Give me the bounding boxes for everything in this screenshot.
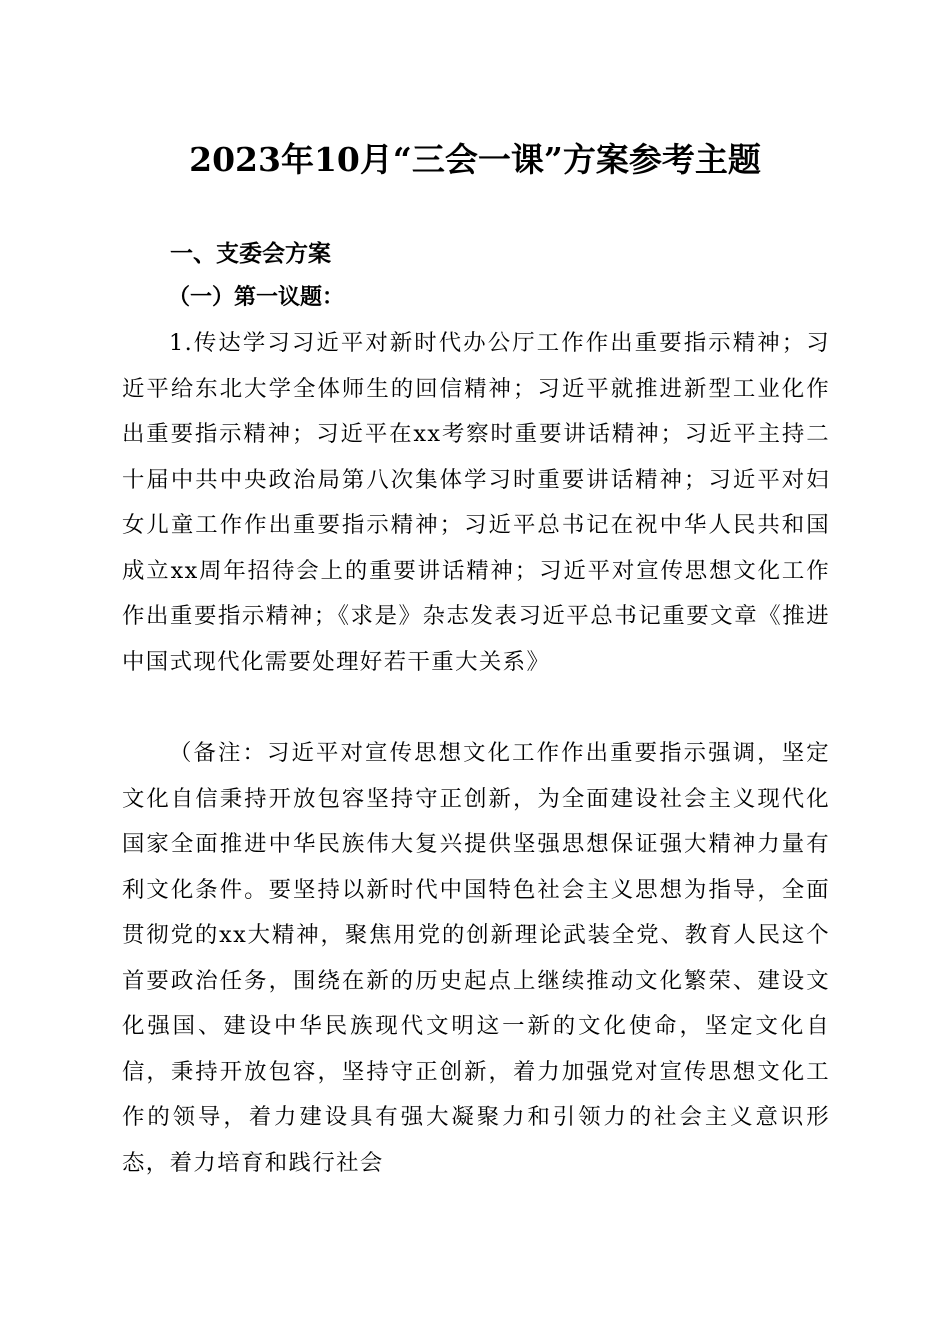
body-paragraph: 1.传达学习习近平对新时代办公厅工作作出重要指示精神；习近平给东北大学全体师生的回信精神；习近平就推进新型工业化作出重要指示精神；习近平在xx考察时重要讲话精神；习近平主持二十届中共中央政治局第八次集体学习时重要讲话精神；习近平对妇女儿童工作作出重要指示精神；习近平总书记在祝中华人民共和国成立xx周年招待会上的重要讲话精神；习近平对宣传思想文化工作作出重要指示精神；《求是》杂志发表习近平总书记重要文章《推进中国式现代化需要处理好若干重大关系》 bbox=[122, 330, 830, 675]
section-heading: 一、支委会方案 bbox=[170, 241, 331, 267]
document-title: 2023年10月“三会一课”方案参考主题 bbox=[189, 140, 761, 179]
sub-heading: （一）第一议题： bbox=[168, 285, 345, 310]
body-paragraph: （备注：习近平对宣传思想文化工作作出重要指示强调，坚定文化自信秉持开放包容坚持守正创新，为全面建设社会主义现代化国家全面推进中华民族伟大复兴提供坚强思想保证强大精神力量有利文化条件。要坚持以新时代中国特色社会主义思想为指导，全面贯彻党的xx大精神，聚焦用党的创新理论武装全党、教育人民这个首要政治任务，围绕在新的历史起点上继续推动文化繁荣、建设文化强国、建设中华民族现代文明这一新的文化使命，坚定文化自信，秉持开放包容，坚持守正创新，着力加强党对宣传思想文化工作的领导，着力建设具有强大凝聚力和引领力的社会主义意识形态，着力培育和践行社会 bbox=[122, 740, 830, 1176]
